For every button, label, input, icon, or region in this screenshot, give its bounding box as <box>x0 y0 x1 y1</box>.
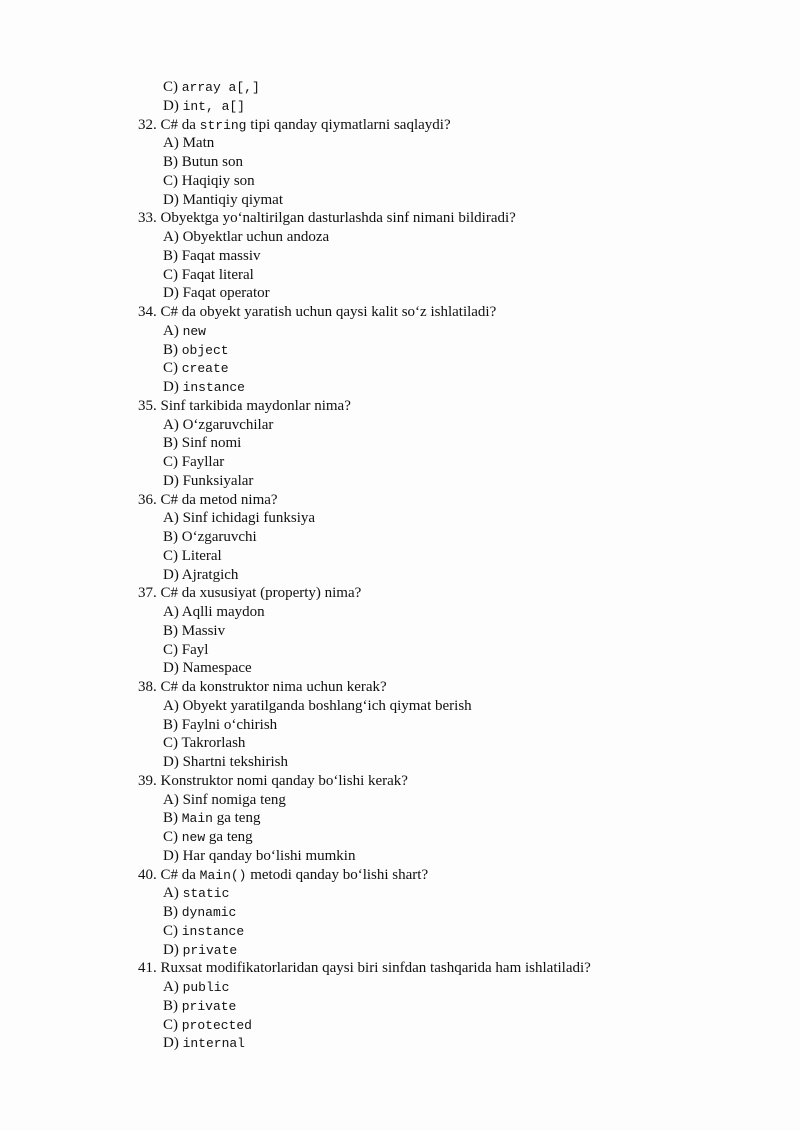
code-text: new <box>182 323 206 339</box>
code-text: public <box>182 980 230 995</box>
text-segment: C) <box>163 360 182 377</box>
answer-option <box>163 716 277 734</box>
answer-option <box>163 1016 252 1034</box>
code-text: internal <box>182 1036 245 1052</box>
text-segment: B) Butun son <box>163 154 244 170</box>
text-segment: ga teng <box>205 829 253 845</box>
text-segment: 37. C# da xususiyat (property) nima? <box>138 585 362 602</box>
question-text <box>138 866 428 884</box>
answer-option <box>163 153 243 171</box>
answer-option <box>163 941 237 959</box>
question-text <box>138 491 278 509</box>
text-segment: B) <box>163 997 182 1014</box>
answer-option <box>163 1034 245 1052</box>
text-segment: D) Ajratgich <box>163 566 239 583</box>
text-segment: C) Takrorlash <box>163 735 246 752</box>
code-text: object <box>181 342 229 358</box>
question-text <box>138 397 351 415</box>
answer-option <box>163 528 257 546</box>
answer-option <box>163 284 270 302</box>
answer-option <box>163 734 245 752</box>
text-segment: D) Funksiyalar <box>163 472 254 489</box>
answer-option <box>163 378 245 396</box>
text-segment: C) Fayl <box>163 641 209 658</box>
answer-option <box>163 753 288 771</box>
text-segment: 40. C# da <box>138 866 200 883</box>
answer-option <box>163 172 255 190</box>
text-segment: C) Literal <box>163 547 222 564</box>
code-text: new <box>181 830 206 845</box>
code-text: dynamic <box>181 905 237 920</box>
text-segment: 39. Konstruktor nomi qanday bo‘lishi kerak? <box>138 772 408 789</box>
text-segment: D) <box>163 941 183 958</box>
question-text <box>138 678 387 696</box>
code-text: static <box>182 886 230 902</box>
text-segment: 32. C# da <box>138 116 200 133</box>
text-segment: B) Faylni o‘chirish <box>163 716 278 733</box>
text-segment: D) <box>163 97 183 114</box>
question-text <box>138 116 451 134</box>
code-text: int, a[] <box>182 98 245 114</box>
text-segment: C) <box>163 829 182 845</box>
question-text <box>138 209 516 227</box>
answer-option <box>163 359 229 377</box>
answer-option <box>163 509 315 527</box>
answer-option <box>163 453 224 471</box>
text-segment: A) <box>163 322 183 339</box>
text-segment: D) Namespace <box>163 660 252 677</box>
answer-option <box>163 547 222 565</box>
text-segment: 36. C# da metod nima? <box>138 491 278 508</box>
answer-option <box>163 134 214 152</box>
code-text: protected <box>181 1017 252 1033</box>
text-segment: 35. Sinf tarkibida maydonlar nima? <box>138 397 351 414</box>
answer-option <box>163 434 241 452</box>
text-segment: C) Faqat literal <box>163 266 254 283</box>
answer-option <box>163 659 252 677</box>
code-text: instance <box>182 380 245 395</box>
answer-option <box>163 828 253 846</box>
text-segment: 41. Ruxsat modifikatorlaridan qaysi biri sinfdan tashqarida ham ishlatiladi? <box>138 960 591 977</box>
answer-option <box>163 78 260 96</box>
answer-option <box>163 809 260 827</box>
answer-option <box>163 847 355 865</box>
answer-option <box>163 884 229 902</box>
answer-option <box>163 341 229 359</box>
text-segment: D) Shartni tekshirish <box>163 754 288 770</box>
question-text <box>138 303 496 321</box>
answer-option <box>163 266 254 284</box>
text-segment: A) <box>163 885 183 902</box>
text-segment: B) Sinf nomi <box>163 435 242 452</box>
answer-option <box>163 228 329 246</box>
text-segment: C) <box>163 922 182 939</box>
code-text: Main <box>181 811 213 827</box>
text-segment: A) Obyekt yaratilganda boshlang‘ich qiymat berish <box>163 697 472 714</box>
answer-option <box>163 641 208 659</box>
answer-option <box>163 416 273 434</box>
text-segment: B) O‘zgaruvchi <box>163 529 257 545</box>
text-segment: C) Fayllar <box>163 454 225 470</box>
text-segment: 38. C# da konstruktor nima uchun kerak? <box>138 679 387 695</box>
answer-option <box>163 622 225 640</box>
answer-option <box>163 922 244 940</box>
answer-option <box>163 247 261 265</box>
code-text: instance <box>181 923 245 939</box>
answer-option <box>163 978 229 996</box>
answer-option <box>163 903 236 921</box>
text-segment: D) Har qanday bo‘lishi mumkin <box>163 847 356 864</box>
answer-option <box>163 566 238 584</box>
answer-option <box>163 791 286 809</box>
text-segment: D) <box>163 1035 183 1052</box>
text-segment: A) Aqlli maydon <box>163 604 265 620</box>
text-segment: metodi qanday bo‘lishi shart? <box>246 866 429 883</box>
answer-option <box>163 997 236 1015</box>
code-text: string <box>199 117 247 133</box>
text-segment: B) <box>163 904 182 920</box>
text-segment: tipi qanday qiymatlarni saqlaydi? <box>246 116 451 133</box>
text-segment: A) Sinf nomiga teng <box>163 791 286 808</box>
text-segment: C) <box>163 79 182 95</box>
code-text: private <box>182 942 238 958</box>
code-text: Main() <box>199 867 247 883</box>
text-segment: A) Obyektlar uchun andoza <box>163 229 330 245</box>
answer-option <box>163 191 283 209</box>
text-segment: D) Faqat operator <box>163 285 270 302</box>
answer-option <box>163 97 245 115</box>
text-segment: D) <box>163 379 183 395</box>
text-segment: ga teng <box>212 810 261 827</box>
answer-option <box>163 697 472 715</box>
text-segment: B) Massiv <box>163 622 226 639</box>
question-text <box>138 959 591 977</box>
text-segment: A) O‘zgaruvchilar <box>163 416 274 433</box>
text-segment: 33. Obyektga yo‘naltirilgan dasturlashda sinf nimani bildiradi? <box>138 210 516 227</box>
answer-option <box>163 322 206 340</box>
code-text: create <box>181 361 229 377</box>
text-segment: B) Faqat massiv <box>163 247 261 264</box>
text-segment: D) Mantiqiy qiymat <box>163 191 283 208</box>
code-text: array a[,] <box>181 80 260 95</box>
text-segment: A) <box>163 979 183 995</box>
text-segment: 34. C# da obyekt yaratish uchun qaysi kalit so‘z ishlatiladi? <box>138 304 497 320</box>
text-segment: A) Sinf ichidagi funksiya <box>163 510 316 527</box>
text-segment: B) <box>163 341 182 358</box>
text-segment: B) <box>163 810 182 827</box>
question-text <box>138 772 408 790</box>
text-segment: C) Haqiqiy son <box>163 172 255 189</box>
question-text <box>138 584 361 602</box>
answer-option <box>163 603 265 621</box>
answer-option <box>163 472 253 490</box>
code-text: private <box>181 998 237 1014</box>
text-segment: C) <box>163 1016 182 1033</box>
text-segment: A) Matn <box>163 135 215 152</box>
